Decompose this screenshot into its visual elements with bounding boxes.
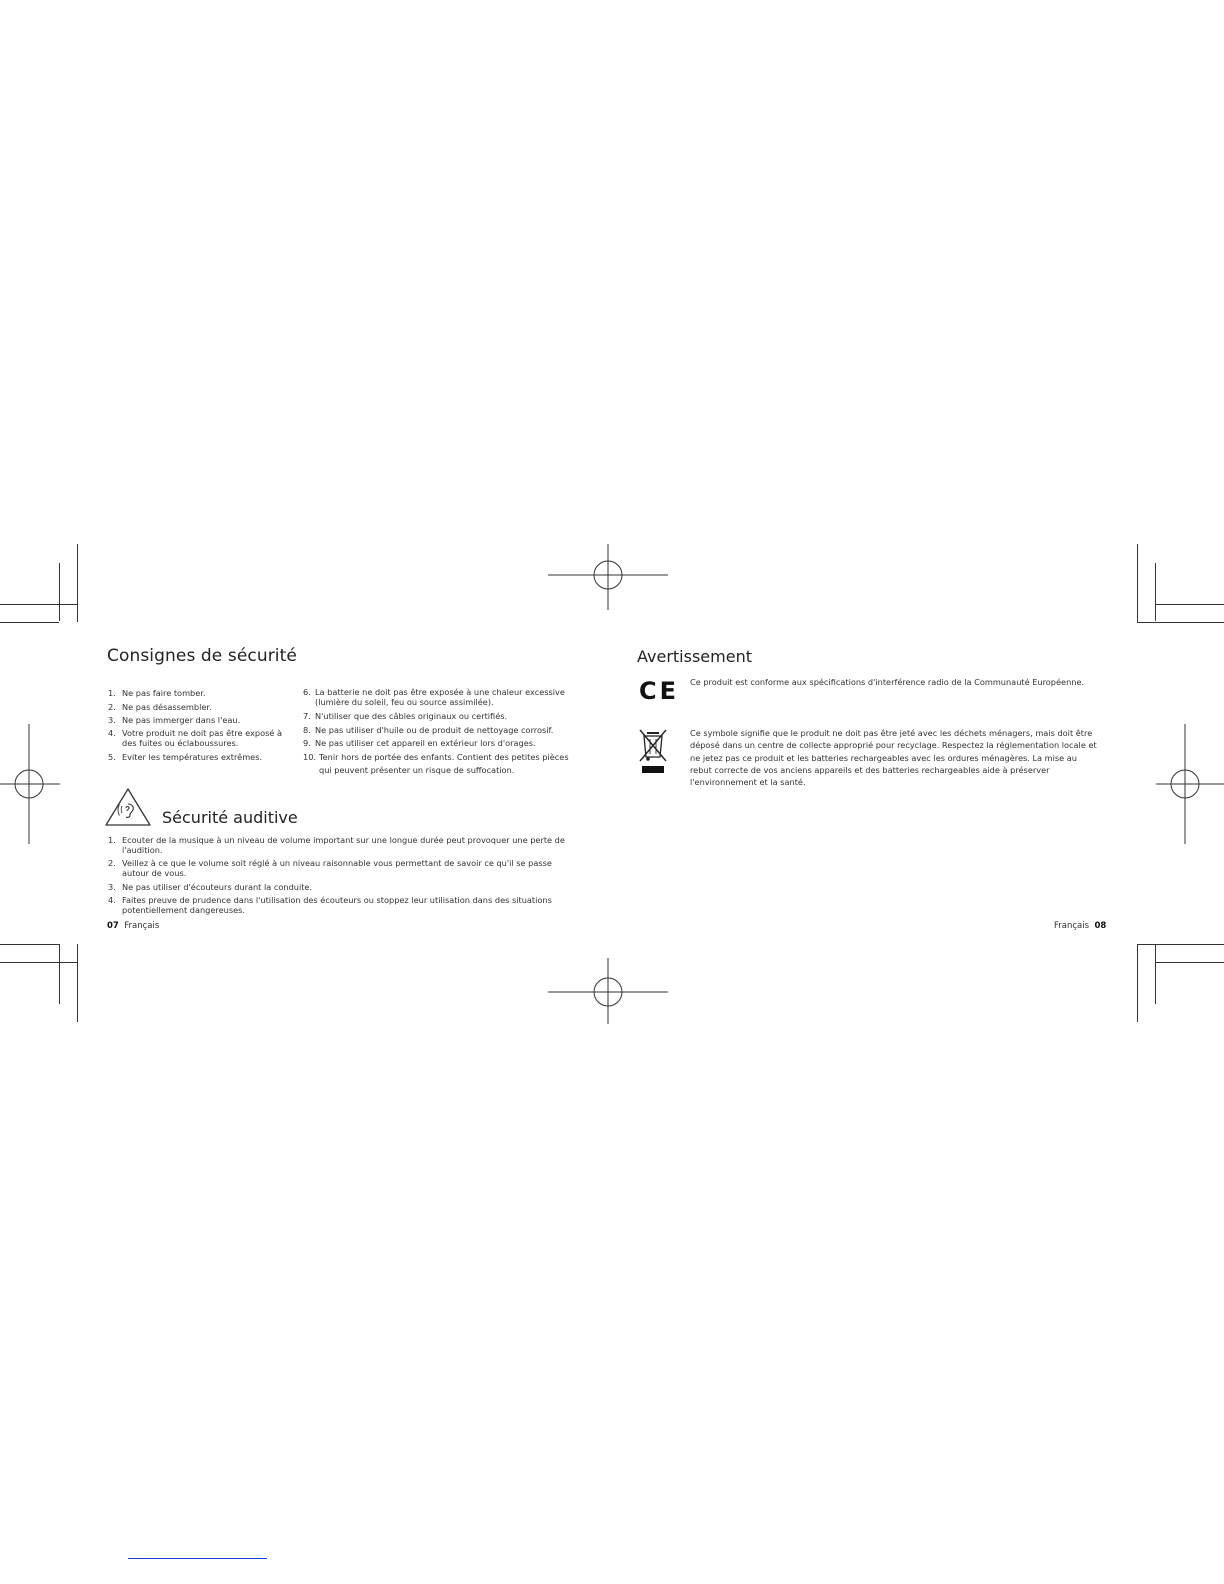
crossed-bin-icon xyxy=(638,727,668,775)
list-item: 10. Tenir hors de portée des enfants. Contient des petites pièces qui peuvent présenter un risque de suffocation. xyxy=(303,751,569,775)
page-title-avertissement: Avertissement xyxy=(637,647,752,666)
list-item: 9. Ne pas utiliser cet appareil en extérieur lors d'orages. xyxy=(303,738,536,748)
page-number: 08 xyxy=(1094,921,1107,931)
list-item: 1. Ecouter de la musique à un niveau de volume important sur une longue durée peut provoquer une perte de l'audition. xyxy=(108,835,565,855)
registration-mark-bottom xyxy=(548,958,668,1024)
folio-language: Français xyxy=(1054,921,1090,931)
registration-mark-left xyxy=(0,724,60,844)
folio-right xyxy=(1054,921,1106,931)
list-item: 8. Ne pas utiliser d'huile ou de produit de nettoyage corrosif. xyxy=(303,724,554,735)
ce-text: Ce produit est conforme aux spécifications d'interférence radio de la Communauté Européenne. xyxy=(690,677,1085,687)
hearing-list xyxy=(108,835,578,916)
list-item: 3. Ne pas utiliser d'écouteurs durant la conduite. xyxy=(108,882,313,892)
registration-mark-top xyxy=(548,544,668,610)
page-title-consignes: Consignes de sécurité xyxy=(107,646,297,666)
ce-mark-icon: CE xyxy=(639,677,680,705)
list-item: 3. Ne pas immerger dans l'eau. xyxy=(108,715,241,725)
list-item: 2. Veillez à ce que le volume soit réglé à un niveau raisonnable vous permettant de savoir ce qu'il se passe autour de vous. xyxy=(108,858,552,878)
list-item: 4. Faites preuve de prudence dans l'utilisation des écouteurs ou stoppez leur utilisation dans des situations potentiellement dangereuses. xyxy=(108,894,552,915)
list-item: 1. Ne pas faire tomber. xyxy=(108,688,206,698)
weee-text: Ce symbole signifie que le produit ne doit pas être jeté avec les déchets ménagers, mais doit être déposé dans un centre de collecte approprié pour recyclage. Respectez la réglementation locale et ne jetez pas ce produit et les batteries rechargeables avec les ordures ménagères. La mise au rebut correcte de vos anciens appareils et des batteries rechargeables aide à préserver l'environnement et la santé. xyxy=(690,728,1097,788)
list-item: 7. N'utiliser que des câbles originaux ou certifiés. xyxy=(303,711,508,721)
folio-language: Français xyxy=(124,921,160,931)
hyperlink-underline xyxy=(128,1558,267,1559)
section-title-hearing: Sécurité auditive xyxy=(162,808,298,827)
list-item: 5. Eviter les températures extrêmes. xyxy=(108,751,263,762)
list-item: 4. Votre produit ne doit pas être exposé à des fuites ou éclaboussures. xyxy=(108,727,283,748)
page-number: 07 xyxy=(107,921,119,931)
folio-left xyxy=(107,921,159,931)
list-item: 2. Ne pas désassembler. xyxy=(108,701,212,712)
hearing-warning-icon xyxy=(104,787,152,827)
list-item: 6. La batterie ne doit pas être exposée à une chaleur excessive (lumière du soleil, feu ou source assimilée). xyxy=(303,687,565,707)
safety-list-b xyxy=(303,687,578,778)
safety-list-a xyxy=(108,687,288,764)
registration-mark-right xyxy=(1156,724,1224,844)
